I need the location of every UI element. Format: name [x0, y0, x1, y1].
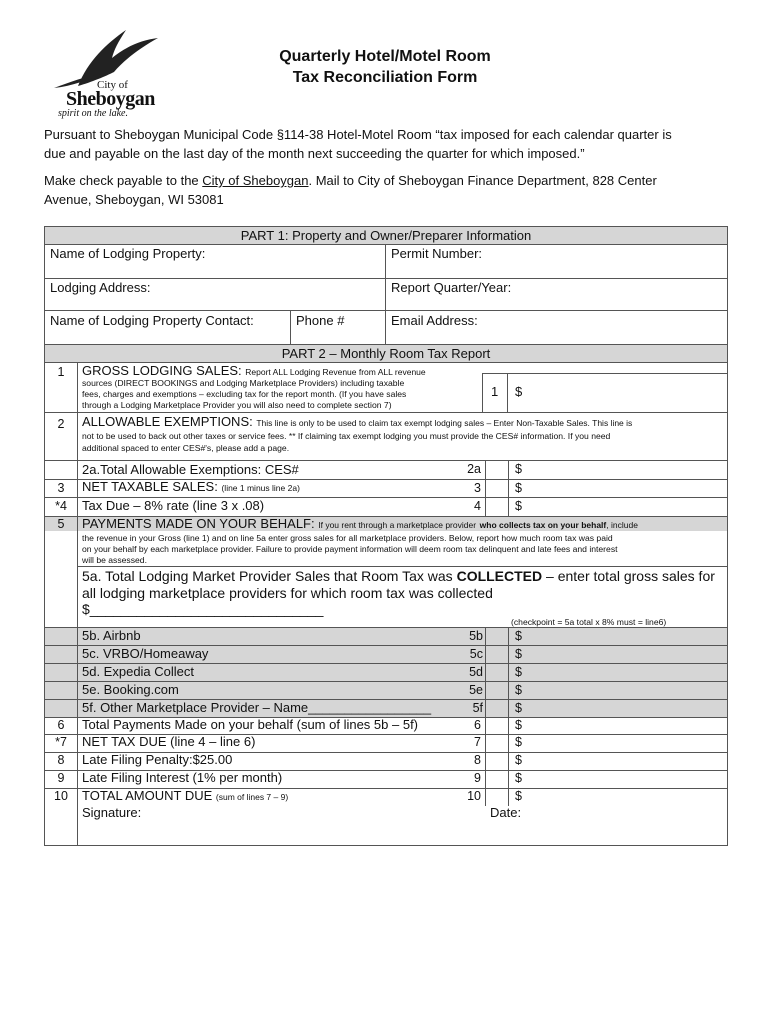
provider-expedia-amount-field[interactable]: $: [515, 665, 522, 679]
line1-desc-4: through a Lodging Marketplace Provider you will also need to complete section 7): [82, 400, 392, 410]
line4-amount-field[interactable]: $: [515, 499, 522, 513]
provider-vrbo-ref: 5c: [469, 647, 483, 661]
line2a-ref: 2a: [467, 462, 481, 476]
line10-label: TOTAL AMOUNT DUE (sum of lines 7 – 9): [82, 788, 289, 803]
line10-amount-field[interactable]: $: [515, 789, 522, 803]
provider-other-label: 5f. Other Marketplace Provider – Name_________________: [82, 700, 432, 715]
line5a-amount-field[interactable]: $______________________________: [82, 601, 324, 617]
line1-ref: 1: [491, 384, 499, 399]
logo-tagline-text: spirit on the lake.: [58, 108, 128, 119]
provider-airbnb-label: 5b. Airbnb: [82, 628, 141, 643]
form-title-line1: Quarterly Hotel/Motel Room: [279, 48, 491, 65]
line2a-amount-field[interactable]: $: [515, 462, 522, 476]
payment-instructions-line2: Avenue, Sheboygan, WI 53081: [44, 192, 224, 207]
line2-desc-2: not to be used to back out other taxes or service fees. ** If claiming tax exempt lodging you must provide the CES# information. If you need: [82, 431, 611, 441]
ordinance-text-line2: due and payable on the last day of the month next succeeding the quarter for which imposed.”: [44, 146, 585, 161]
line7-ref: 7: [474, 735, 481, 749]
line6-amount-field[interactable]: $: [515, 718, 522, 732]
tax-form-table: [44, 226, 728, 846]
line1-desc-2: sources (DIRECT BOOKINGS and Lodging Marketplace Providers) including taxable: [82, 378, 405, 388]
provider-expedia-label: 5d. Expedia Collect: [82, 664, 195, 679]
line2-desc-3: additional spaced to enter CES#'s, please add a page.: [82, 443, 290, 453]
line4-label: Tax Due – 8% rate (line 3 x .08): [82, 498, 265, 513]
checkpoint-note: (checkpoint = 5a total x 8% must = line6): [511, 617, 667, 627]
ordinance-text-line1: Pursuant to Sheboygan Municipal Code §114-38 Hotel-Motel Room “tax imposed for each calendar quarter is: [44, 127, 672, 142]
line6-number: 6: [57, 718, 65, 732]
provider-booking-label: 5e. Booking.com: [82, 682, 179, 697]
line8-amount-field[interactable]: $: [515, 753, 522, 767]
provider-airbnb-amount-field[interactable]: $: [515, 629, 522, 643]
line9-number: 9: [57, 771, 65, 785]
permit-number-label: Permit Number:: [391, 246, 483, 261]
lodging-property-name-label: Name of Lodging Property:: [50, 246, 206, 261]
line1-number: 1: [57, 365, 65, 379]
report-quarter-label: Report Quarter/Year:: [391, 280, 512, 295]
line9-ref: 9: [474, 771, 481, 785]
property-contact-label: Name of Lodging Property Contact:: [50, 313, 254, 328]
provider-other-amount-field[interactable]: $: [515, 701, 522, 715]
line9-label: Late Filing Interest (1% per month): [82, 770, 283, 785]
line1-amount-field[interactable]: $: [515, 384, 523, 399]
line2-title: ALLOWABLE EXEMPTIONS: This line is only to be used to claim tax exempt lodging sales – Enter Non-Taxable Sales. This line is: [82, 414, 633, 429]
logo-city-text: City of: [97, 79, 128, 91]
lodging-address-label: Lodging Address:: [50, 280, 151, 295]
line5-desc-3: on your behalf by each marketplace provider. Failure to provide payment information will deem room tax delinquent and late fees and interest: [82, 544, 618, 554]
line5a-text-1: 5a. Total Lodging Market Provider Sales that Room Tax was COLLECTED – enter total gross sales for: [82, 568, 715, 584]
provider-expedia-ref: 5d: [469, 665, 483, 679]
line3-ref: 3: [474, 481, 481, 495]
line4-number: *4: [55, 499, 67, 513]
line8-label: Late Filing Penalty:$25.00: [82, 752, 233, 767]
line7-label: NET TAX DUE (line 4 – line 6): [82, 734, 256, 749]
provider-booking-ref: 5e: [469, 683, 483, 697]
signature-field[interactable]: Signature:: [82, 805, 142, 820]
line2-number: 2: [57, 417, 65, 431]
line2a-label: 2a.Total Allowable Exemptions: CES#: [82, 462, 299, 477]
line6-label: Total Payments Made on your behalf (sum of lines 5b – 5f): [82, 717, 419, 732]
provider-vrbo-label: 5c. VRBO/Homeaway: [82, 646, 209, 661]
line1-desc-3: fees, charges and exemptions – excluding tax for the report month. (If you have sales: [82, 389, 407, 399]
line3-label: NET TAXABLE SALES: (line 1 minus line 2a): [82, 479, 300, 494]
payee-name: City of Sheboygan: [202, 173, 309, 188]
line10-number: 10: [54, 789, 68, 803]
line7-amount-field[interactable]: $: [515, 735, 522, 749]
line4-ref: 4: [474, 499, 481, 513]
logo-name-text: Sheboygan: [66, 88, 155, 110]
provider-vrbo-amount-field[interactable]: $: [515, 647, 522, 661]
payment-instructions-line1: Make check payable to the City of Sheboygan. Mail to City of Sheboygan Finance Department, 828 Center: [44, 173, 657, 188]
part2-title: PART 2 – Monthly Room Tax Report: [281, 346, 491, 361]
line3-amount-field[interactable]: $: [515, 481, 522, 495]
line8-number: 8: [57, 753, 65, 767]
line5a-text-2: all lodging marketplace providers for which room tax was collected: [82, 585, 493, 601]
line6-ref: 6: [474, 718, 481, 732]
email-address-label: Email Address:: [391, 313, 478, 328]
line5-number: 5: [57, 517, 65, 531]
provider-airbnb-ref: 5b: [469, 629, 483, 643]
line1-title: GROSS LODGING SALES: Report ALL Lodging Revenue from ALL revenue: [82, 363, 426, 378]
line5-title: PAYMENTS MADE ON YOUR BEHALF: If you rent through a marketplace provider who collects tax on your behalf, include: [82, 516, 638, 531]
provider-other-ref: 5f: [472, 701, 483, 715]
line8-ref: 8: [474, 753, 481, 767]
phone-label: Phone #: [296, 313, 345, 328]
line5-desc-2: the revenue in your Gross (line 1) and on line 5a enter gross sales for all marketplace providers. Below, report how much room tax was paid: [82, 533, 613, 543]
line5-desc-4: will be assessed.: [82, 555, 147, 565]
provider-booking-amount-field[interactable]: $: [515, 683, 522, 697]
form-title-line2: Tax Reconciliation Form: [292, 69, 478, 86]
line9-amount-field[interactable]: $: [515, 771, 522, 785]
date-field[interactable]: Date:: [490, 805, 522, 820]
line7-number: *7: [55, 735, 67, 749]
line3-number: 3: [57, 481, 65, 495]
line10-ref: 10: [467, 789, 481, 803]
part1-title: PART 1: Property and Owner/Preparer Information: [240, 228, 532, 243]
